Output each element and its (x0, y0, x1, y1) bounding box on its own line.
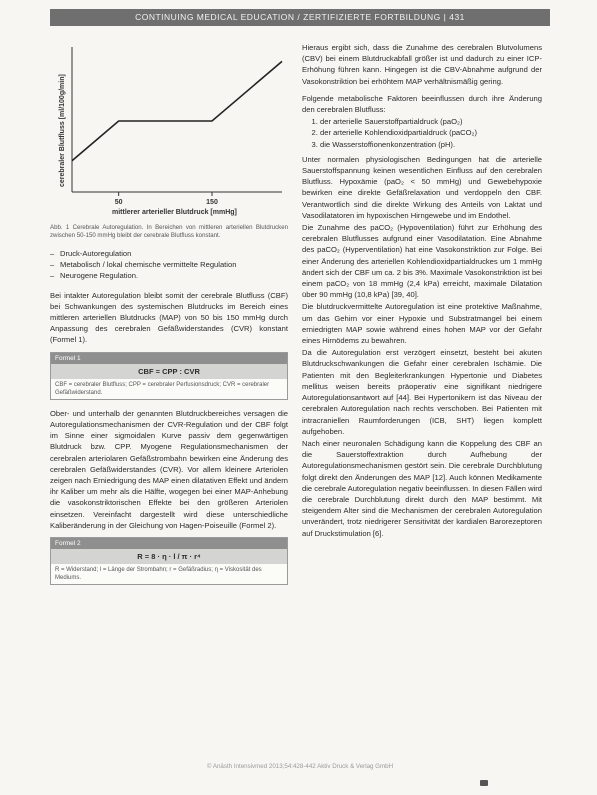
regulation-list (50, 248, 288, 282)
y-axis-label: cerebraler Blutfluss [ml/100g/min] (59, 74, 66, 187)
paragraph: Die Zunahme des paCO₂ (Hypoventilation) führt zur Erhöhung des cerebralen Blutflusses aufgrund einer Vasodilatation. Eine Abnahme des paCO₂ (Hyperventilation) hat eine Vasokonstriktion zur Folge. Bei einer Änderung des arteriellen Kohlendioxidpartialdruckes um 1 mmHg ändert sich der CBF um ca. 2 bis 3%. Maximale Vasokonstriktion ist bei einem paCO₂ von 18 mmHg (2,4 kPa) erreicht, maximale Dilatation über 90 mmHg (10,8 kPa) [39, 40]. (302, 223, 542, 300)
formula-note: CBF = cerebraler Blutfluss; CPP = cerebraler Perfusionsdruck; CVR = cerebraler Gefäßwiderstand. (55, 381, 270, 396)
paragraph: Da die Autoregulation erst verzögert einsetzt, besteht bei akuten Blutdruckschwankungen die Gefahr einer cerebralen Ischämie. Die Patienten mit den Begleiterkrankungen Hypertonie und Diabetes mellitus weisen bereits präoperativ eine signifikant niedrigere Autoregulationsantwort auf [44]. Bei Hypertonikern ist das Niveau der cerebralen Autoregulation nach rechts verschoben. Bei Patienten mit intracraniellen Raumforderungen (ICB, SHT) liegen komplett aufgehoben. (302, 348, 542, 436)
list-item: 1. der arterielle Sauerstoffpartialdruck (paO₂) (320, 116, 542, 127)
figure-caption: Abb. 1 Cerebrale Autoregulation. In Bereichen von mittleren arteriellen Blutdrucken zwischen 50-150 mmHg bleibt der cerebrale Blutfluss konstant. (50, 224, 288, 239)
paragraph: Folgende metabolische Faktoren beeinflussen durch ihre Änderung den cerebralen Blutfluss: (302, 93, 542, 115)
page-footer: © Anästh Intensivmed 2013;54:428-442 Aktiv Druck & Verlag GmbH (206, 763, 394, 770)
series-line (72, 61, 282, 160)
paragraph: Nach einer neuronalen Schädigung kann die Koppelung des CBF an die Sauerstoffextraktion durch Aufhebung der Autoregulationsmechanismen gestört sein. Die cerebrale Durchblutung folgt direkt den Änderungen des MAP [12]. Auch können Medikamente die cerebrale Autoregulation negativ beeinflussen. In diesen Fällen wird die cerebrale Durchblutung direkt durch den MAP bestimmt. Mit steigendem Alter sind die Mechanismen der cerebralen Autoregulation unverändert, trotz niedrigerer Sensitivität der kardialen Barorezeptoren auf Druckstimulation [6]. (302, 438, 542, 538)
autoregulation-figure (50, 42, 288, 220)
list-item: – Neurogene Regulation. (50, 270, 288, 281)
running-header: CONTINUING MEDICAL EDUCATION / ZERTIFIZIERTE FORTBILDUNG | 431 (50, 9, 550, 26)
paragraph: Die blutdruckvermittelte Autoregulation ist eine protektive Maßnahme, um das Gehirn vor einer Hypoxie und Substratmangel bei einem erniedrigten MAP sowie während eines hohen MAP vor der Gefahr eines Hirnödems zu bewahren. (302, 302, 542, 346)
x-axis-label: mittlerer arterieller Blutdruck [mmHg] (112, 209, 237, 216)
plot-frame (72, 47, 282, 192)
right-column (302, 42, 542, 540)
paragraph: Bei intakter Autoregulation bleibt somit der cerebrale Blutfluss (CBF) bei Schwankungen des systemischen Blutdrucks im Bereich eines mittleren arteriellen Blutdrucks (MAP) von 50 bis 150 mmHg durch Anpassung des cerebralen Gefäßwiderstandes (CVR) konstant (Formel 1). (50, 290, 288, 345)
formula: CBF = CPP : CVR (51, 364, 287, 379)
metabolic-factor-list (302, 116, 542, 150)
paragraph: Hieraus ergibt sich, dass die Zunahme des cerebralen Blutvolumens (CBV) bei einem Blutdruckabfall größer ist und dadurch zu einer ICP-Erhöhung führen kann. Hingegen ist die CBV-Abnahme aufgrund der Vasokonstriktion bei erhöhtem MAP verhältnismäßig gering. (302, 43, 542, 86)
list-item: – Druck-Autoregulation (50, 248, 288, 259)
paragraph: Unter normalen physiologischen Bedingungen hat die arterielle Sauerstoffspannung keinen wesentlichen Einfluss auf den cerebralen Blutfluss. Hypoxämie (paO₂ < 50 mmHg) und Gewebehypoxie bewirken eine direkte Gefäßrelaxation und verdoppeln den CBF. Verantwortlich sind die direkte Wirkung des Anteils von Laktat und Vasodilatatoren im hypoxischen Hirngewebe und im Endothel. (302, 154, 542, 220)
list-item: 3. die Wasserstoffionenkonzentration (pH). (320, 139, 542, 150)
formula-note: R = Widerstand; l = Länge der Strombahn; r = Gefäßradius; η = Viskosität des Mediums. (55, 567, 262, 582)
formula-box-title: Formel 1 (51, 353, 287, 364)
left-column (50, 42, 288, 593)
list-item: 2. der arterielle Kohlendioxidpartialdruck (paCO₂) (320, 127, 542, 138)
formula-box-1 (50, 352, 288, 400)
autoregulation-chart (50, 42, 288, 220)
list-item: – Metabolisch / lokal chemische vermittelte Regulation (50, 259, 288, 270)
formula: R = 8 · η · l / π · r⁴ (51, 549, 287, 564)
x-tick-label: 50 (114, 199, 123, 206)
paragraph: Ober- und unterhalb der genannten Blutdruckbereiches versagen die Autoregulationsmechanismen der CVR-Regulation und der CBF folgt im Sinne einer sigmoidalen Kurve passiv dem gegenwärtigen Blutdruck bzw. CPP. Myogene Regulationsmechanismen der cerebralen arteriolaren Gefäßstrombahn bewirken eine Änderung des cerebralen Gefäßwiderstandes (CVR). Vor allem kleinere Arteriolen zeigen nach Erniedrigung des MAP einen dilatativen Effekt und ändern ihr Kaliber um mehr als die Hälfte, wogegen bei einer MAP-Anhebung die vasokonstriktorischen Effekte bei den größeren Arteriolen einsetzen. Vereinfacht dargestellt wird diese unterschiedliche Kaliberänderung in der Gleichung von Hagen-Poiseuille (Formel 2). (50, 408, 288, 530)
formula-box-title: Formel 2 (51, 538, 287, 549)
x-tick-label: 150 (206, 199, 218, 206)
formula-box-2 (50, 537, 288, 585)
publisher-logo (480, 780, 488, 786)
